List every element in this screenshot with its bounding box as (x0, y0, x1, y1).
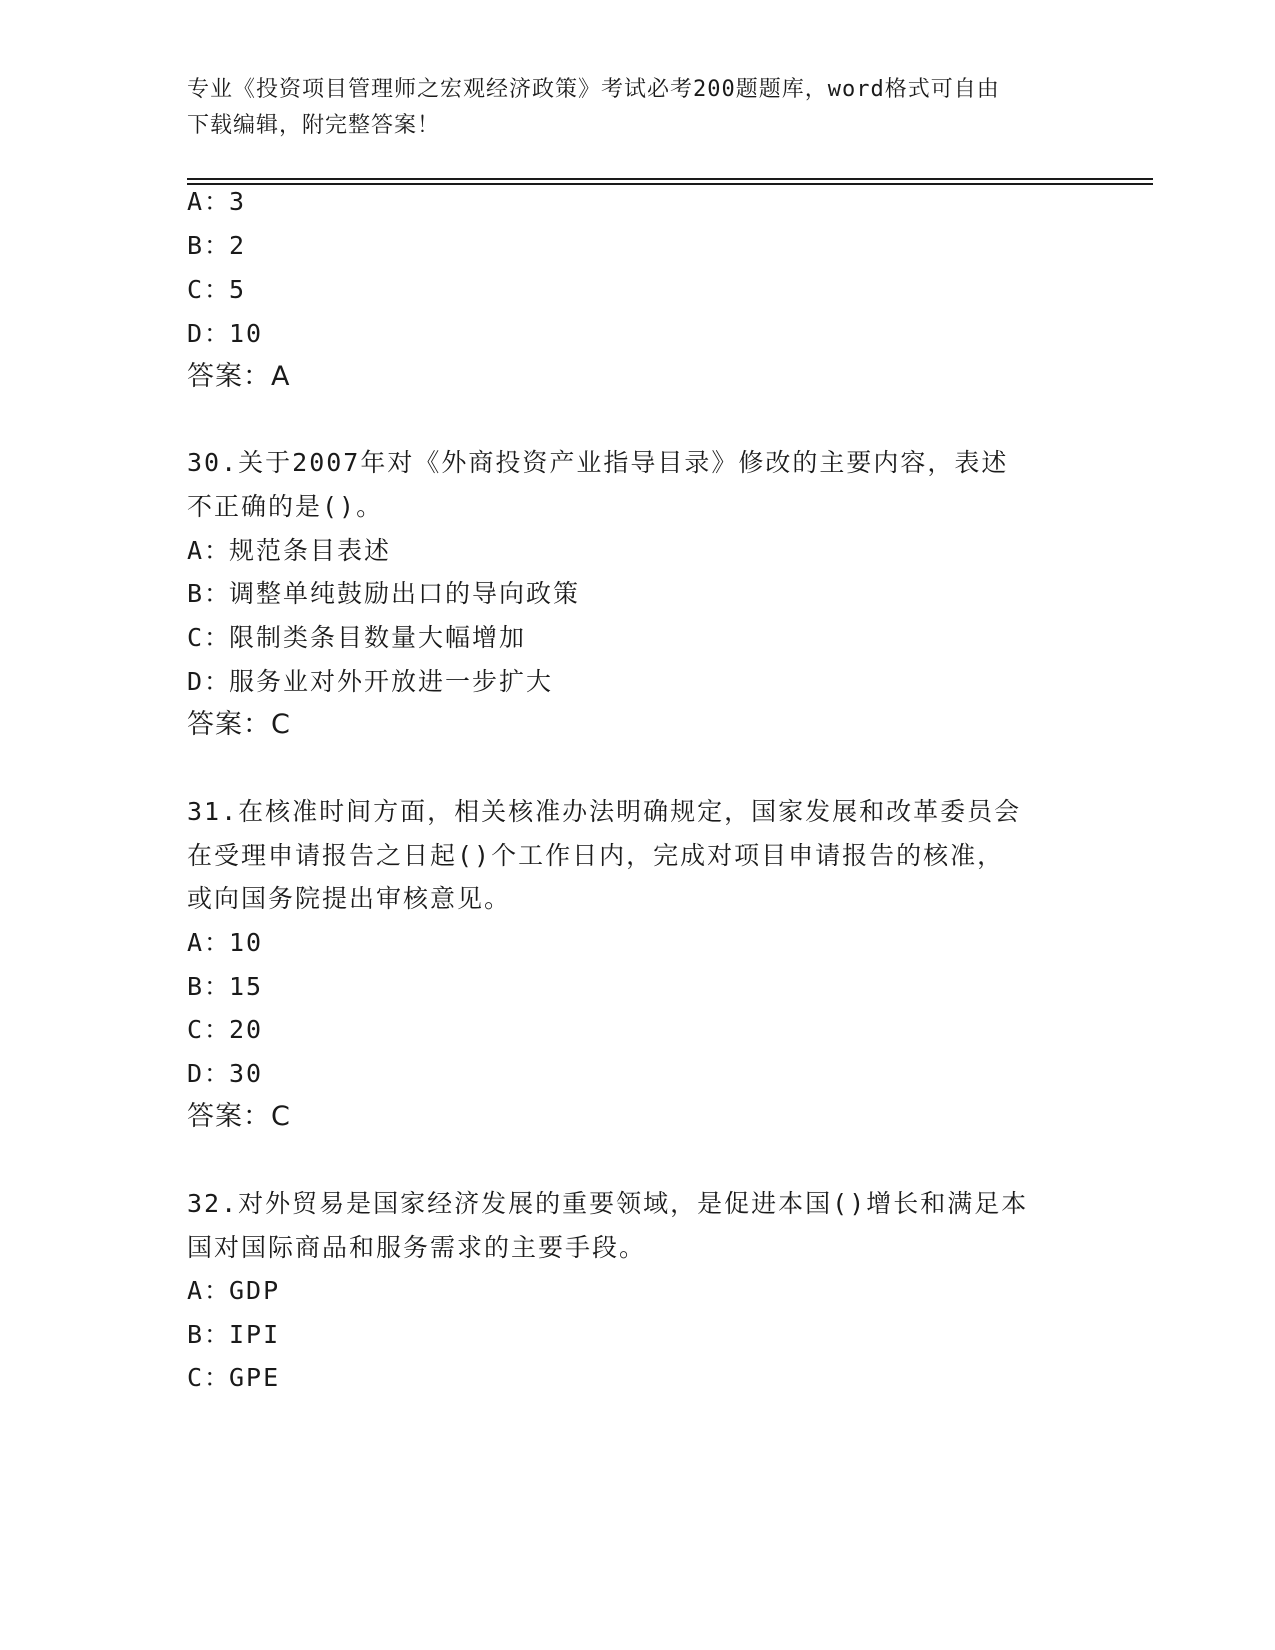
q31-stem-line-2: 在受理申请报告之日起()个工作日内，完成对项目申请报告的核准， (187, 841, 1005, 870)
header-divider-bottom (187, 183, 1153, 185)
document-header (187, 72, 1067, 144)
prev-answer: 答案：A (187, 361, 291, 392)
header-line-1: 专业《投资项目管理师之宏观经济政策》考试必考200题题库，word格式可自由 (187, 77, 1000, 102)
prev-option-d: D：10 (187, 319, 264, 348)
q32-option-a: A：GDP (187, 1276, 281, 1305)
q30-option-d: D：服务业对外开放进一步扩大 (187, 667, 554, 696)
q31-answer: 答案：C (187, 1101, 291, 1132)
prev-option-c: C：5 (187, 275, 247, 304)
q32-stem-line-2: 国对国际商品和服务需求的主要手段。 (187, 1233, 647, 1262)
q31-option-d: D：30 (187, 1059, 264, 1088)
q32-stem-line-1: 32.对外贸易是国家经济发展的重要领域，是促进本国()增长和满足本 (187, 1189, 1029, 1218)
prev-option-a: A：3 (187, 187, 247, 216)
q31-stem-line-1: 31.在核准时间方面，相关核准办法明确规定，国家发展和改革委员会 (187, 797, 1022, 826)
q30-option-a: A：规范条目表述 (187, 536, 392, 565)
q32-option-b: B：IPI (187, 1320, 281, 1349)
q31-option-c: C：20 (187, 1015, 264, 1044)
header-divider-top (187, 178, 1153, 180)
header-line-2: 下载编辑，附完整答案！ (187, 113, 441, 138)
q30-option-b: B：调整单纯鼓励出口的导向政策 (187, 579, 581, 608)
q30-option-c: C：限制类条目数量大幅增加 (187, 623, 527, 652)
q30-answer: 答案：C (187, 709, 291, 740)
q31-option-a: A：10 (187, 928, 264, 957)
q31-option-b: B：15 (187, 972, 264, 1001)
prev-option-b: B：2 (187, 231, 247, 260)
q30-stem-line-2: 不正确的是()。 (187, 492, 384, 521)
q32-option-c: C：GPE (187, 1363, 281, 1392)
q31-stem-line-3: 或向国务院提出审核意见。 (187, 884, 512, 913)
q30-stem-line-1: 30.关于2007年对《外商投资产业指导目录》修改的主要内容，表述 (187, 448, 1009, 477)
